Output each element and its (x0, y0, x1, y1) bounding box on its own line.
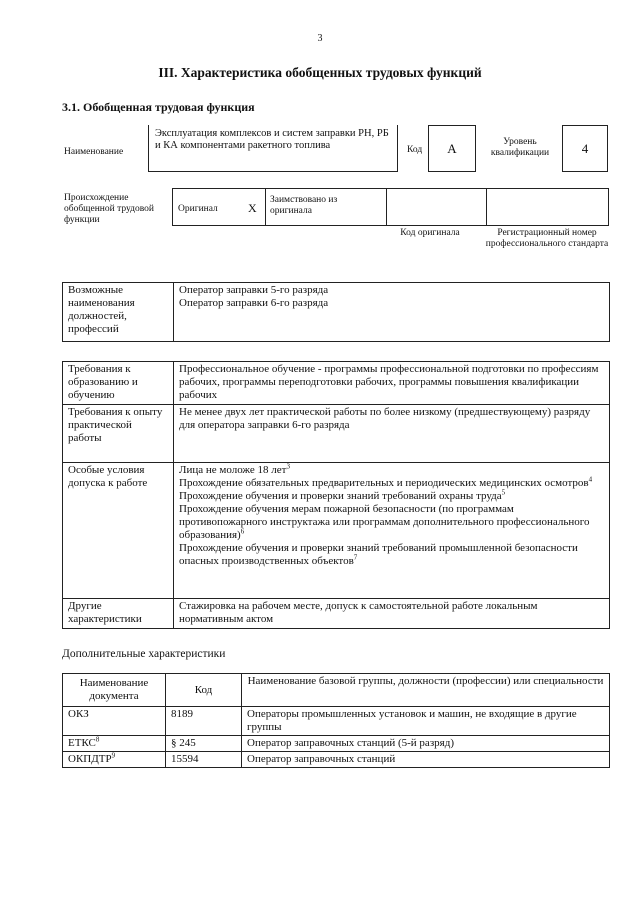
row-doc: ЕТКС$^8$ (63, 736, 166, 752)
position-1: Оператор заправки 5-го разряда (179, 284, 329, 296)
additional-title: Дополнительные характеристики (62, 648, 226, 660)
other-value: Стажировка на рабочем месте, допуск к самостоятельной работе локальным нормативным актом (174, 599, 610, 629)
special-item: Лица не моложе 18 лет$^3$ (179, 462, 290, 476)
education-value: Профессиональное обучение - программы профессиональной подготовки по профессиям рабочих, программы переподготовки рабочих, программы повышения квалификации рабочих (174, 362, 610, 405)
row-doc: ОКПДТР$^9$ (63, 752, 166, 768)
subsection-title: 3.1. Обобщенная трудовая функция (62, 100, 255, 114)
position-2: Оператор заправки 6-го разряда (179, 297, 329, 309)
positions-values (174, 283, 610, 342)
name-label: Наименование (64, 147, 124, 157)
row-code: 15594 (166, 752, 242, 768)
original-label: Оригинал (178, 204, 218, 214)
row-name: Оператор заправочных станций (5-й разряд) (242, 736, 610, 752)
reg-number-label: Регистрационный номер профессионального стандарта (485, 228, 609, 249)
other-label: Другие характеристики (63, 599, 174, 629)
page-number: 3 (317, 33, 323, 44)
positions-label: Возможные наименования должностей, профессий (63, 283, 174, 342)
experience-value: Не менее двух лет практической работы по более низкому (предшествующему) разряду для оператора заправки 6-го разряда (174, 405, 610, 463)
table-row (63, 736, 610, 752)
origin-box (172, 188, 609, 226)
table-row (63, 752, 610, 768)
col-name-header: Наименование базовой группы, должности (профессии) или специальности (242, 674, 610, 707)
special-item: Прохождение обязательных предварительных и периодических медицинских осмотров$^4$ (179, 475, 593, 489)
code-label: Код (407, 145, 423, 155)
row-name: Оператор заправочных станций (242, 752, 610, 768)
positions-table (62, 282, 610, 342)
code-original-label: Код оригинала (400, 228, 460, 238)
experience-label: Требования к опыту практической работы (63, 405, 174, 463)
borrowed-label: Заимствовано из оригинала (270, 195, 338, 216)
original-mark: X (248, 201, 257, 215)
table-row (63, 707, 610, 736)
level-value: 4 (562, 125, 608, 172)
code-value: А (428, 125, 476, 172)
additional-table (62, 673, 610, 768)
row-name: Операторы промышленных установок и машин, не входящие в другие группы (242, 707, 610, 736)
special-item: Прохождение обучения и проверки знаний требований охраны труда$^5$ (179, 488, 506, 502)
row-code: § 245 (166, 736, 242, 752)
requirements-table (62, 361, 610, 629)
special-values (174, 463, 610, 599)
row-code: 8189 (166, 707, 242, 736)
origin-label: Происхождение обобщенной трудовой функции (64, 193, 154, 225)
special-item: Прохождение обучения мерам пожарной безопасности (по программам противопожарного инструктажа или программам дополнительного профессионального образования)$^6$ (179, 503, 590, 541)
education-label: Требования к образованию и обучению (63, 362, 174, 405)
special-item: Прохождение обучения и проверки знаний требований промышленной безопасности опасных производственных объектов$^7$ (179, 542, 578, 567)
special-label: Особые условия допуска к работе (63, 463, 174, 599)
name-value: Эксплуатация комплексов и систем заправки РН, РБ и КА компонентами ракетного топлива (148, 125, 398, 172)
section-title: III. Характеристика обобщенных трудовых функций (158, 65, 482, 80)
row-doc: ОКЗ (63, 707, 166, 736)
col-doc-header: Наименование документа (63, 674, 166, 707)
col-code-header: Код (166, 674, 242, 707)
level-label: Уровень квалификации (490, 137, 550, 158)
